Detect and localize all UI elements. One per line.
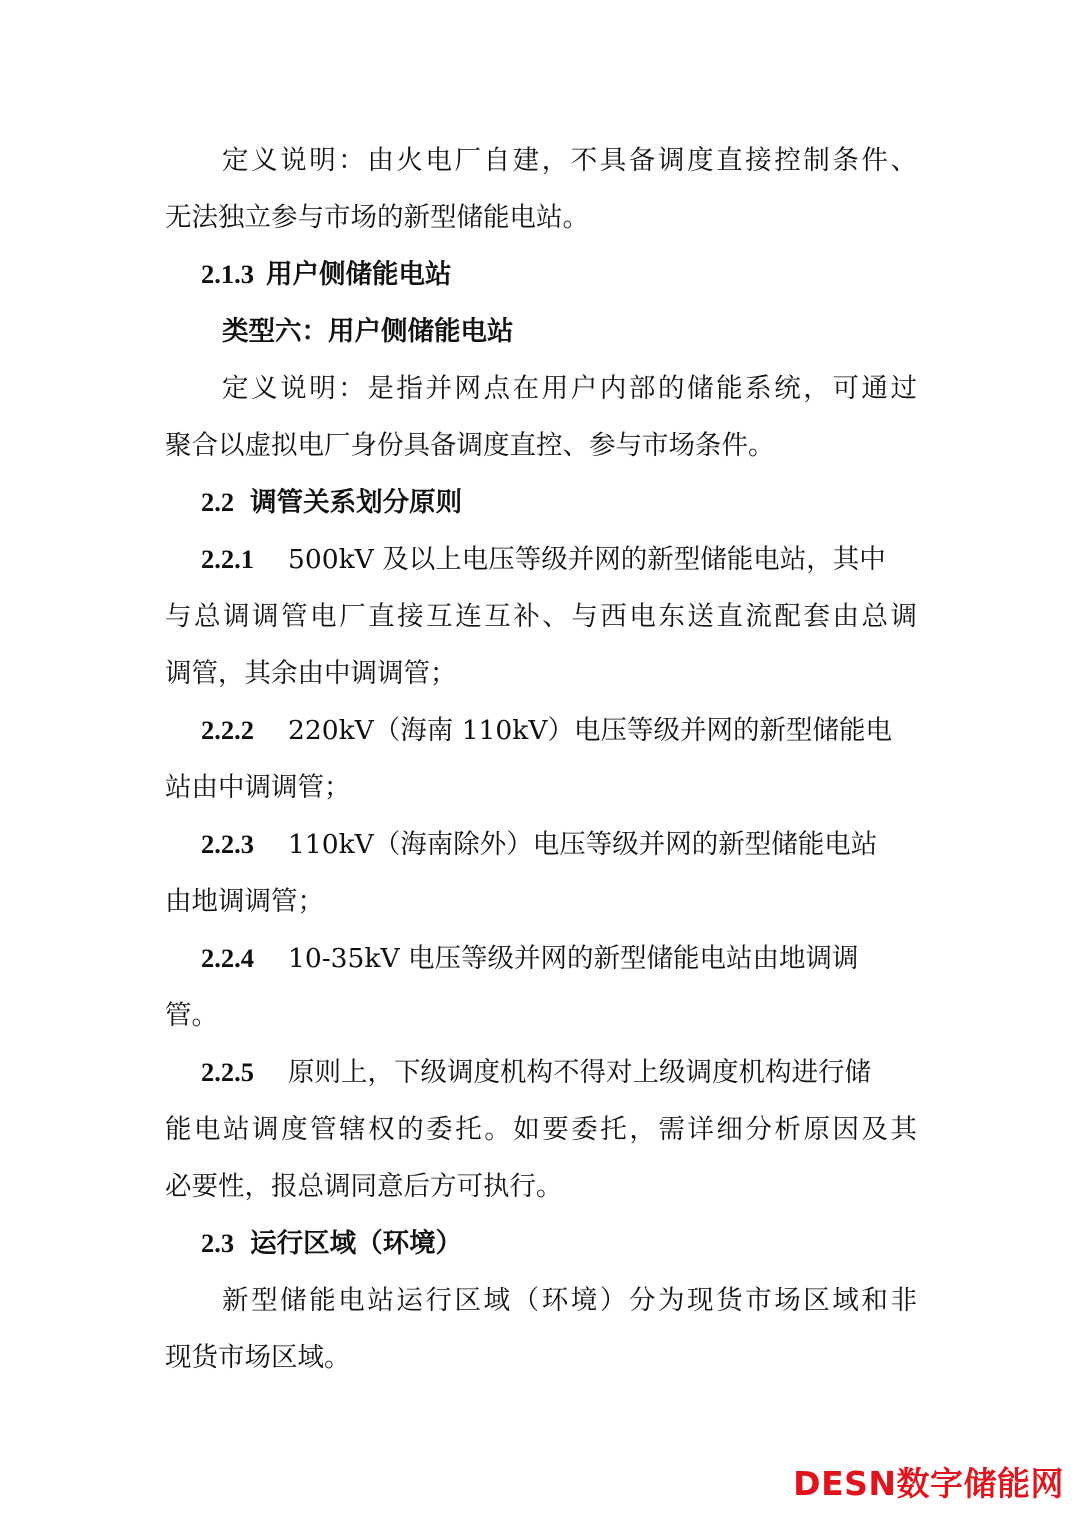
clause-2-2-4 xyxy=(165,930,917,987)
section-title: 运行区域（环境） xyxy=(250,1228,463,1259)
paragraph-line: 定义说明：由火电厂自建，不具备调度直接控制条件、 xyxy=(222,145,917,176)
section-number: 2.2 xyxy=(201,487,235,517)
clause-text: 原则上，下级调度机构不得对上级调度机构进行储 xyxy=(288,1057,871,1088)
paragraph-line: 必要性，报总调同意后方可执行。 xyxy=(165,1171,563,1202)
clause-2-2-3 xyxy=(165,816,917,873)
section-title: 调管关系划分原则 xyxy=(250,487,463,518)
paragraph-line: 定义说明：是指并网点在用户内部的储能系统，可通过 xyxy=(222,373,917,404)
clause-number: 2.2.2 xyxy=(201,715,254,745)
desn-watermark-logo: DESN数字储能网 xyxy=(793,1464,1064,1503)
type-heading: 类型六：用户侧储能电站 xyxy=(222,316,514,347)
clause-text: 10-35kV 电压等级并网的新型储能电站由地调调 xyxy=(288,943,859,974)
paragraph-line: 新型储能电站运行区域（环境）分为现货市场区域和非 xyxy=(222,1285,917,1316)
section-title: 用户侧储能电站 xyxy=(266,259,452,290)
paragraph-line: 聚合以虚拟电厂身份具备调度直控、参与市场条件。 xyxy=(165,430,775,461)
section-number: 2.3 xyxy=(201,1228,235,1258)
section-heading-2-3 xyxy=(165,1215,917,1272)
paragraph-line: 现货市场区域。 xyxy=(165,1342,351,1373)
clause-text: 500kV 及以上电压等级并网的新型储能电站，其中 xyxy=(288,544,886,575)
paragraph-line: 无法独立参与市场的新型储能电站。 xyxy=(165,202,589,233)
paragraph-line: 站由中调调管； xyxy=(165,772,351,803)
section-heading-2-1-3 xyxy=(165,246,917,303)
clause-text: 220kV（海南 110kV）电压等级并网的新型储能电 xyxy=(288,715,892,746)
clause-2-2-2 xyxy=(165,702,917,759)
clause-2-2-5 xyxy=(165,1044,917,1101)
document-page xyxy=(165,132,917,1386)
paragraph-line: 管。 xyxy=(165,1000,218,1031)
paragraph-line: 与总调调管电厂直接互连互补、与西电东送直流配套由总调 xyxy=(165,601,917,632)
clause-number: 2.2.5 xyxy=(201,1057,254,1087)
clause-2-2-1 xyxy=(165,531,917,588)
paragraph-line: 由地调调管； xyxy=(165,886,324,917)
section-heading-2-2 xyxy=(165,474,917,531)
clause-number: 2.2.4 xyxy=(201,943,254,973)
clause-number: 2.2.3 xyxy=(201,829,254,859)
clause-number: 2.2.1 xyxy=(201,544,254,574)
clause-text: 110kV（海南除外）电压等级并网的新型储能电站 xyxy=(288,829,878,860)
section-number: 2.1.3 xyxy=(201,259,254,289)
paragraph-line: 调管，其余由中调调管； xyxy=(165,658,457,689)
paragraph-line: 能电站调度管辖权的委托。如要委托，需详细分析原因及其 xyxy=(165,1114,917,1145)
